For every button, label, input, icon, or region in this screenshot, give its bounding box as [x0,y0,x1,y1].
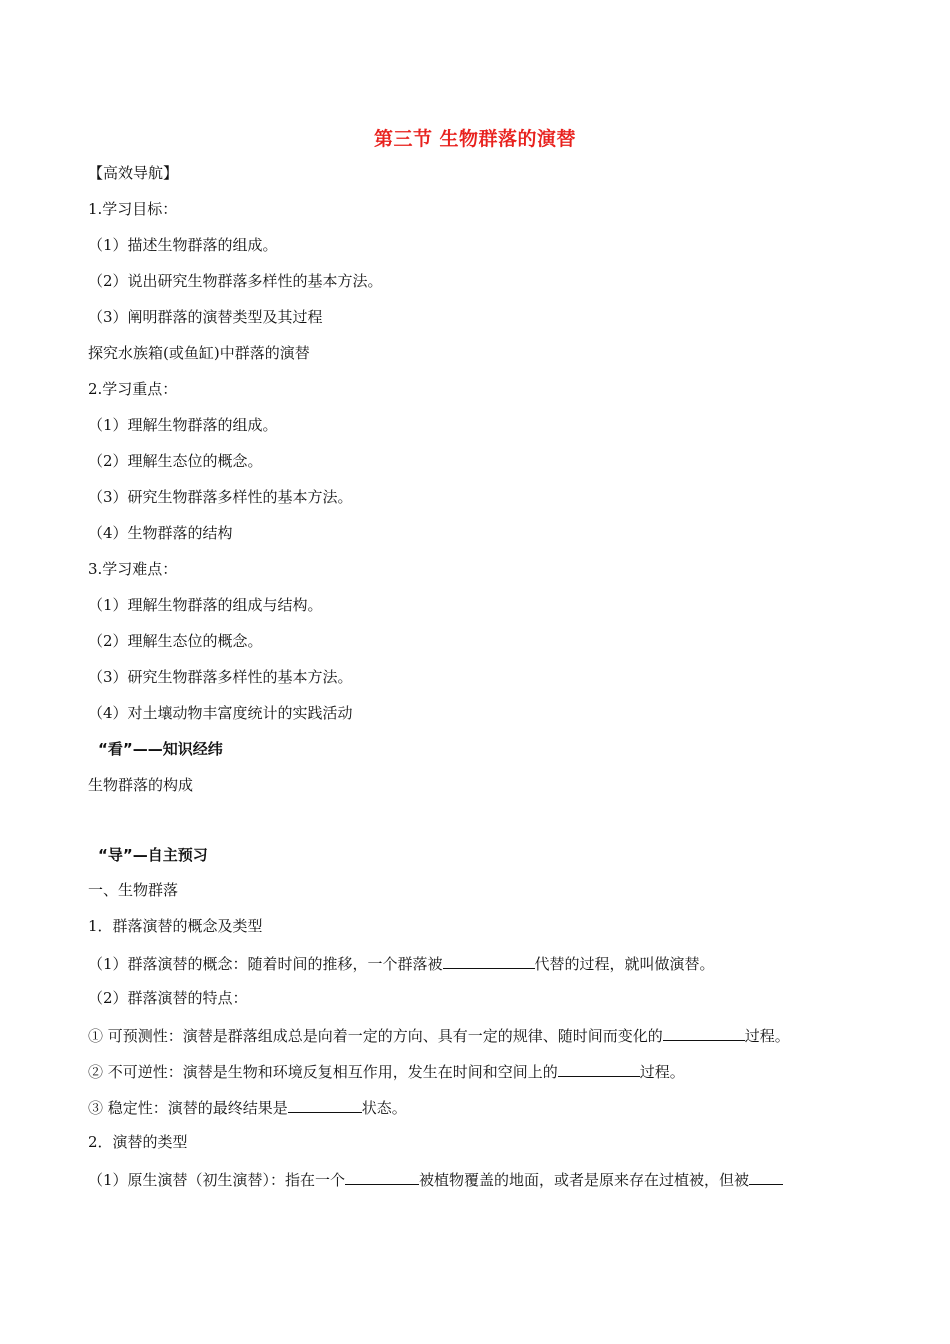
fill-blank[interactable] [288,1096,362,1113]
feature-text-end: 过程。 [744,1027,790,1045]
look-heading: “看”——知识经纬 [98,740,223,758]
concept-text-end: 代替的过程，就叫做演替。 [534,955,715,973]
nav-heading: 【高效导航】 [88,164,179,182]
fill-blank[interactable] [749,1168,783,1185]
section-heading: 一、生物群落 [88,881,179,899]
fill-blank[interactable] [663,1024,745,1041]
subsection-heading: 1．群落演替的概念及类型 [88,917,263,935]
primary-text-mid: 被植物覆盖的地面，或者是原来存在过植被，但被 [419,1171,750,1189]
feature-text-end: 过程。 [639,1063,685,1081]
goal-item: （1）描述生物群落的组成。 [88,236,278,254]
key-item: （3）研究生物群落多样性的基本方法。 [88,488,353,506]
key-item: （1）理解生物群落的组成。 [88,416,278,434]
guide-heading: “导”—自主预习 [98,846,208,864]
feature-line [88,1024,790,1046]
goal-item: 探究水族箱(或鱼缸)中群落的演替 [88,344,310,362]
fill-blank[interactable] [558,1060,640,1077]
feature-line [88,1096,407,1118]
hard-item: （3）研究生物群落多样性的基本方法。 [88,668,353,686]
key-item: （4）生物群落的结构 [88,524,233,542]
fill-blank[interactable] [443,952,535,969]
feature-text: ① 可预测性：演替是群落组成总是向着一定的方向、具有一定的规律、随时间而变化的 [88,1027,663,1045]
features-title: （2）群落演替的特点： [88,989,248,1007]
primary-text: （1）原生演替（初生演替）：指在一个 [88,1171,346,1189]
key-item: （2）理解生态位的概念。 [88,452,263,470]
key-title: 2.学习重点： [88,380,178,398]
goal-item: （3）阐明群落的演替类型及其过程 [88,308,323,326]
concept-line [88,952,715,974]
hard-title: 3.学习难点： [88,560,178,578]
goal-item: （2）说出研究生物群落多样性的基本方法。 [88,272,383,290]
page-title: 第三节 生物群落的演替 [373,128,577,150]
feature-line [88,1060,685,1082]
feature-text: ② 不可逆性：演替是生物和环境反复相互作用，发生在时间和空间上的 [88,1063,558,1081]
fill-blank[interactable] [345,1168,419,1185]
hard-item: （2）理解生态位的概念。 [88,632,263,650]
feature-text-end: 状态。 [361,1099,407,1117]
hard-item: （4）对土壤动物丰富度统计的实践活动 [88,704,353,722]
look-text: 生物群落的构成 [88,776,194,794]
primary-line [88,1168,783,1190]
concept-text: （1）群落演替的概念：随着时间的推移，一个群落被 [88,955,443,973]
subsection-heading: 2．演替的类型 [88,1133,188,1151]
hard-item: （1）理解生物群落的组成与结构。 [88,596,323,614]
feature-text: ③ 稳定性：演替的最终结果是 [88,1099,288,1117]
goals-title: 1.学习目标： [88,200,178,218]
